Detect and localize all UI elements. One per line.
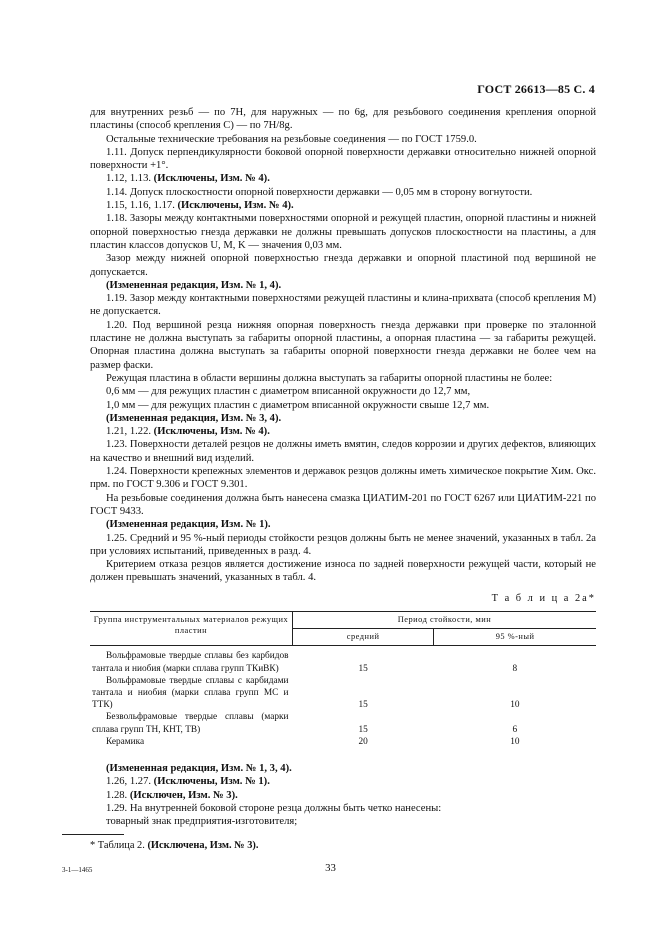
paragraphs-bottom [90, 762, 596, 828]
paragraph [90, 186, 596, 199]
paragraph-text: 1.12, 1.13. [106, 173, 154, 185]
paragraph-text: товарный знак предприятия-изготовителя; [106, 816, 298, 828]
paragraph [90, 385, 596, 398]
paragraph [90, 399, 596, 412]
print-code: 3-1—1465 [62, 866, 93, 874]
cell-95: 8 [512, 663, 518, 674]
paragraph-text: Режущая пластина в области вершины должна выступать за габариты опорной пластины не более: [106, 372, 553, 384]
paragraph-bold-note: (Исключены, Изм. № 4). [153, 426, 270, 438]
paragraph-text: 1.20. Под вершиной резца нижняя опорная поверхность гнезда державки при проверке по эталонной пластине не должна выступать за габариты опорной пластины, а опорная пластина — за габариты режущей. Опорная пластина должна выступать за габариты опорной поверхности гнезда державки не более чем на размер фаски. [90, 319, 596, 371]
paragraph [90, 146, 596, 173]
paragraph [90, 319, 596, 372]
paragraph [90, 789, 596, 802]
paragraph-text: 1.28. [106, 789, 130, 801]
paragraph [90, 762, 596, 775]
paragraph-bold-note: (Измененная редакция, Изм. № 1). [106, 519, 271, 531]
paragraph-bold-note: (Измененная редакция, Изм. № 1, 3, 4). [106, 763, 292, 775]
paragraph-text: 1.21, 1.22. [106, 426, 154, 438]
paragraphs-top [90, 106, 596, 585]
paragraph [90, 412, 596, 425]
footnote [90, 840, 258, 851]
footnote-divider [62, 834, 124, 835]
paragraph-text: 1,0 мм — для режущих пластин с диаметром вписанной окружности свыше 12,7 мм. [106, 399, 490, 411]
paragraph-text: 1.29. На внутренней боковой стороне резца должны быть четко нанесены: [106, 802, 442, 814]
cell-avg: 15 [358, 700, 368, 711]
paragraph [90, 802, 596, 815]
paragraph [90, 518, 596, 531]
col-header-95: 95 %-ный [434, 629, 596, 646]
cell-group: Безвольфрамовые твердые сплавы (марки сплава групп ТН, КНТ, ТВ) [92, 712, 289, 735]
page-header-title: ГОСТ 26613—85 С. 4 [477, 82, 595, 96]
paragraph-bold-note: (Исключены, Изм. № 1). [153, 776, 270, 788]
paragraph-text: 1.24. Поверхности крепежных элементов и державок резцов должны иметь химическое покрытие Хим. Окс. прм. по ГОСТ 9.306 и ГОСТ 9.301. [90, 466, 596, 491]
paragraph-text: 1.14. Допуск плоскостности опорной поверхности державки — 0,05 мм в сторону вогнутости. [106, 186, 533, 198]
paragraph-text: На резьбовые соединения должна быть нанесена смазка ЦИАТИМ-201 по ГОСТ 6267 или ЦИАТИМ-221 по ГОСТ 9433. [90, 492, 596, 517]
cell-avg: 20 [358, 736, 368, 747]
paragraph [90, 133, 596, 146]
paragraph-bold-note: (Исключены, Изм. № 4). [153, 173, 270, 185]
table-body [90, 646, 596, 748]
paragraph [90, 252, 596, 279]
table-row [90, 711, 596, 735]
col-header-period: Период стойкости, мин [293, 611, 597, 628]
paragraph-text: 1.15, 1.16, 1.17. [106, 200, 178, 212]
table-caption: Т а б л и ц а 2а* [491, 592, 596, 604]
paragraph-text: Остальные технические требования на резьбовые соединения — по ГОСТ 1759.0. [106, 133, 477, 145]
page-number: 33 [325, 862, 336, 874]
paragraph-text: для внутренних резьб — по 7H, для наружных — по 6g, для резьбового соединения крепления опорной пластины (способ крепления С) — по 7H/8g. [90, 107, 596, 132]
paragraph [90, 279, 596, 292]
cell-avg: 15 [358, 724, 368, 735]
col-header-avg: средний [293, 629, 434, 646]
paragraph [90, 106, 596, 133]
cell-group: Вольфрамовые твердые сплавы без карбидов тантала и ниобия (марки сплава групп ТКиВК) [92, 651, 289, 674]
paragraph-text: Критерием отказа резцов является достижение износа по задней поверхности режущей части, который не должен превышать значений, указанных в табл. 4. [90, 559, 596, 584]
paragraph [90, 815, 596, 828]
paragraph [90, 465, 596, 492]
cell-95: 10 [510, 736, 520, 747]
paragraph-text: 1.11. Допуск перпендикулярности боковой опорной поверхности державки относительно нижней опорной поверхности +1°. [90, 146, 596, 172]
table-row [90, 736, 596, 748]
paragraph-text: 1.26, 1.27. [106, 776, 154, 788]
cell-95: 10 [510, 700, 520, 711]
paragraph [90, 532, 596, 559]
paragraph [90, 172, 596, 185]
footnote-bold: (Исключена, Изм. № 3). [147, 840, 259, 851]
paragraph-text: 1.19. Зазор между контактными поверхностями режущей пластины и клина-прихвата (способ крепления M) не допускается. [90, 293, 596, 318]
paragraph-bold-note: (Измененная редакция, Изм. № 1, 4). [106, 279, 282, 291]
paragraph-text: 1.18. Зазоры между контактными поверхностями опорной и режущей пластин, опорной пластины и нижней опорной поверхностью гнезда державки не должны превышать допусков плоскостности на пластины, а для пластин классов допусков U, M, K — значения 0,03 мм. [90, 213, 596, 251]
paragraph-text: 1.23. Поверхности деталей резцов не должны иметь вмятин, следов коррозии и других дефектов, влияющих на качество и внешний вид изделий. [90, 439, 596, 464]
paragraph [90, 492, 596, 519]
cell-group: Керамика [106, 736, 145, 747]
paragraph [90, 372, 596, 385]
paragraph-text: Зазор между нижней опорной поверхностью гнезда державки и опорной пластиной под вершиной не допускается. [90, 253, 596, 278]
paragraph [90, 212, 596, 252]
paragraph-bold-note: (Исключен, Изм. № 3). [129, 789, 238, 801]
cell-avg: 15 [358, 663, 368, 674]
paragraph [90, 775, 596, 788]
paragraph [90, 292, 596, 319]
paragraph-bold-note: (Исключены, Изм. № 4). [177, 200, 294, 212]
table-row [90, 646, 596, 675]
durability-table [90, 611, 596, 748]
col-header-group: Группа инструментальных материалов режущих пластин [90, 611, 293, 645]
paragraph-text: 0,6 мм — для режущих пластин с диаметром вписанной окружности до 12,7 мм, [106, 386, 471, 398]
document-body [90, 106, 596, 829]
table-row [90, 675, 596, 712]
paragraph-text: 1.25. Средний и 95 %-ный периоды стойкости резцов должны быть не менее значений, указанных в табл. 2а при условиях испытаний, приведенных в разд. 4. [90, 532, 596, 557]
paragraph [90, 558, 596, 585]
cell-95: 6 [512, 724, 518, 735]
paragraph-bold-note: (Измененная редакция, Изм. № 3, 4). [106, 412, 282, 424]
paragraph [90, 425, 596, 438]
paragraph [90, 199, 596, 212]
cell-group: Вольфрамовые твердые сплавы с карбидами тантала и ниобия (марки сплава групп МС и ТТК) [92, 675, 289, 711]
paragraph [90, 438, 596, 465]
footnote-text: * Таблица 2. [90, 840, 148, 851]
